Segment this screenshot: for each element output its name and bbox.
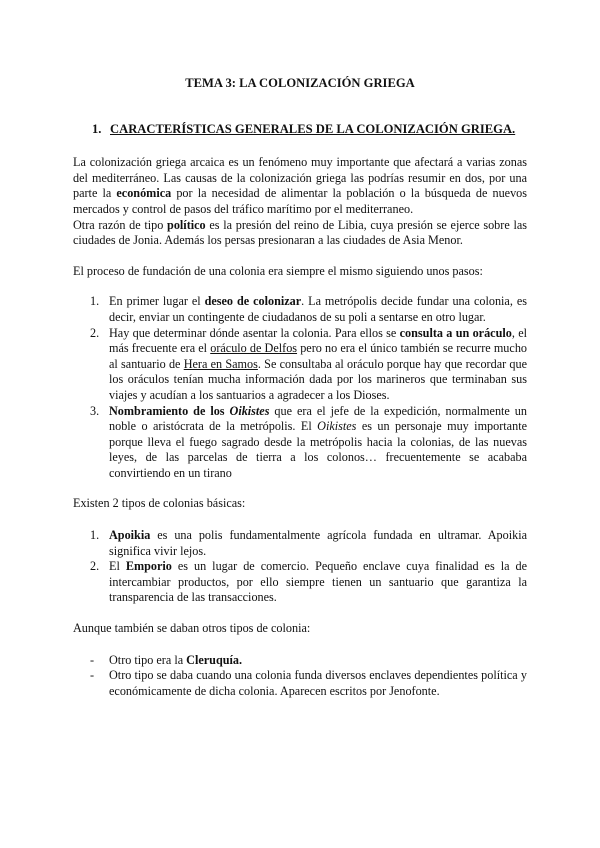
paragraph-types-intro: Existen 2 tipos de colonias básicas: <box>73 496 246 511</box>
text-run: . La metrópolis decide fundar una colonia, es decir, enviar un contingente de ciudadanos de su poli a sentarse en otro lugar. <box>109 294 527 324</box>
paragraph-politico <box>73 218 527 249</box>
bold-italic-term: Oikistes <box>229 403 270 418</box>
paragraph-process-intro: El proceso de fundación de una colonia era siempre el mismo siguiendo unos pasos: <box>73 263 483 278</box>
bold-term: Apoikia <box>109 528 151 543</box>
list-marker: 2. <box>90 559 100 574</box>
text-run: , el más frecuente era el <box>109 325 527 356</box>
bold-term: consulta a un oráculo <box>399 325 512 340</box>
text-run: La colonización griega arcaica es un fenómeno muy importante que afectará a varias zonas del mediterráneo. Las causas de la colonización griega las podrías resumir en dos, por una parte la <box>73 155 527 201</box>
text-run: Otra razón de tipo <box>73 217 168 232</box>
paragraph-others-intro: Aunque también se daban otros tipos de colonia: <box>73 621 311 636</box>
text-run: es la presión del reino de Libia, cuya presión se ejerce sobre las ciudades de Jonia. Además los persas presionaran a las ciudades de Asia Menor. <box>73 217 527 248</box>
italic-term: Oikistes <box>317 419 357 434</box>
list-marker: 1. <box>90 294 100 309</box>
list-item-body <box>109 326 527 404</box>
list-item <box>73 653 527 669</box>
section-title: CARACTERÍSTICAS GENERALES DE LA COLONIZACIÓN GRIEGA. <box>110 121 516 136</box>
list-item <box>73 668 527 699</box>
list-item-body <box>109 528 527 559</box>
list-item <box>73 326 527 404</box>
document-title: TEMA 3: LA COLONIZACIÓN GRIEGA <box>185 76 415 90</box>
text-run: es una polis fundamentalmente agrícola fundada en ultramar. Apoikia significa vivir lejos. <box>109 528 527 558</box>
text-run: pero no era el único también se recurre mucho al santuario de <box>109 341 528 371</box>
list-item <box>73 528 527 559</box>
link-oraculo-de-delfos[interactable]: oráculo de Delfos <box>210 341 298 356</box>
text-run: Hay que determinar dónde asentar la colonia. Para ellos se <box>109 325 400 340</box>
foundation-steps-list <box>73 294 527 481</box>
list-marker: - <box>90 668 95 683</box>
list-marker: 1. <box>90 528 100 543</box>
text-run: que era el jefe de la expedición, normalmente un noble o aristócrata de la metrópolis. El <box>109 403 527 434</box>
bold-term: Cleruquía. <box>186 652 243 667</box>
bold-term-economica: económica <box>116 186 172 201</box>
list-item-body: Otro tipo se daba cuando una colonia funda diversos enclaves dependientes política y económicamente de dicha colonia. Aparecen escritos por Jenofonte. <box>109 668 527 698</box>
list-marker: 2. <box>90 325 100 340</box>
list-marker: - <box>90 652 95 667</box>
colony-types-list <box>73 528 527 606</box>
text-run: es un lugar de comercio. Pequeño enclave cuya finalidad es la de intercambiar productos, por ello siempre tienen un santuario que garantiza la transparencia de las transacciones. <box>109 559 527 605</box>
paragraph-causes <box>73 155 527 217</box>
other-colony-types-list <box>73 653 527 700</box>
bold-term-politico: político <box>167 217 206 232</box>
bold-term: Emporio <box>125 559 172 574</box>
list-item-body <box>109 559 527 606</box>
text-run: es un personaje muy importante porque lleva el fuego sagrado desde la metrópolis hacia la colonias, de las nuevas leyes, de las parcelas de tierra a los colonos… frecuentemente se acababa convirtiendo en un tirano <box>109 419 527 480</box>
list-item-body <box>109 653 527 669</box>
bold-term: Nombramiento de los <box>109 403 230 418</box>
text-run: El <box>109 559 126 574</box>
link-hera-en-samos[interactable]: Hera en Samos <box>183 356 258 371</box>
section-heading <box>73 122 527 138</box>
section-number: 1. <box>92 121 102 136</box>
list-marker: 3. <box>90 403 100 418</box>
list-item <box>73 404 527 482</box>
list-item-body <box>109 404 527 482</box>
text-run: En primer lugar el <box>109 294 205 309</box>
text-run: Otro tipo era la <box>109 652 187 667</box>
list-item <box>73 294 527 325</box>
text-run: por la necesidad de alimentar la población o la búsqueda de nuevos mercados y control de pasos del tráfico marítimo por el mediterraneo. <box>73 186 528 216</box>
bold-term: deseo de colonizar <box>204 294 302 309</box>
list-item <box>73 559 527 606</box>
list-item-body <box>109 294 527 325</box>
text-run: . Se consultaba al oráculo porque hay que recordar que los oráculos tenían mucha información dada por los marineros que terminaban sus viajes y acudían a los santuarios a agradecer a los Dioses. <box>109 356 527 402</box>
